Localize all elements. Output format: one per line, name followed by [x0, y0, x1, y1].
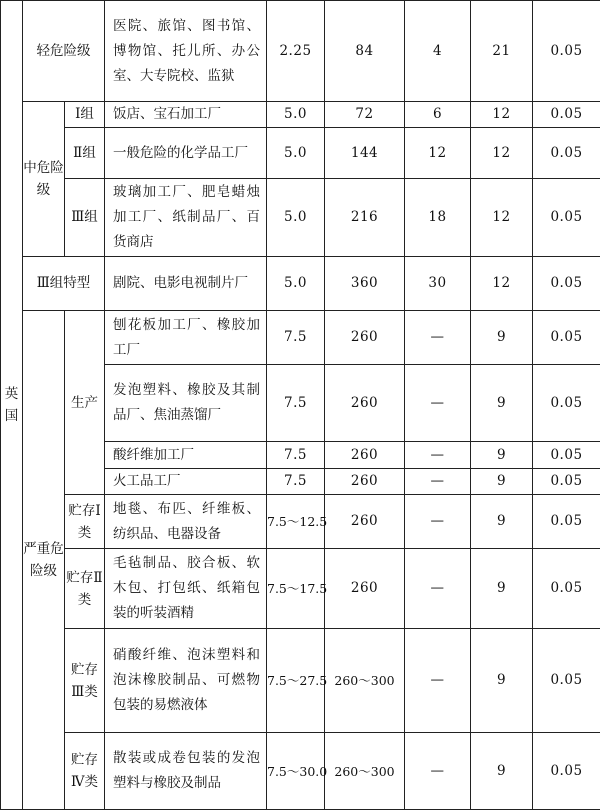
subgroup-g2: Ⅱ组: [65, 128, 105, 179]
table-row: [1, 495, 600, 549]
value-cell: 30: [405, 257, 471, 311]
value-cell: 260: [325, 549, 405, 629]
dash-cell: —: [405, 549, 471, 629]
value-cell: 9: [471, 442, 533, 469]
value-cell: 9: [471, 495, 533, 549]
subgroup-storage4: [65, 733, 105, 810]
value-cell: 0.05: [533, 442, 600, 469]
table-row: [1, 257, 600, 311]
subgroup-g3: Ⅲ组: [65, 179, 105, 257]
value-cell: 7.5: [267, 365, 325, 442]
dash-cell: —: [405, 495, 471, 549]
dash-cell: —: [405, 469, 471, 495]
value-cell: 216: [325, 179, 405, 257]
value-cell: 12: [471, 179, 533, 257]
value-cell: 7.5～12.5: [267, 495, 325, 549]
subgroup-storage3-label: 贮存Ⅲ类: [71, 661, 98, 700]
value-cell: 260: [325, 311, 405, 365]
occupancy-cell: 一般危险的化学品工厂: [105, 128, 267, 179]
group-severe: [23, 311, 65, 810]
table-row: [1, 549, 600, 629]
value-cell: 2.25: [267, 1, 325, 102]
value-cell: 5.0: [267, 128, 325, 179]
dash-cell: —: [405, 629, 471, 733]
value-cell: 0.05: [533, 495, 600, 549]
subgroup-g1: Ⅰ组: [65, 102, 105, 128]
value-cell: 7.5: [267, 442, 325, 469]
value-cell: 0.05: [533, 179, 600, 257]
subgroup-production: [65, 311, 105, 495]
group-medium-special: Ⅲ组特型: [23, 257, 105, 311]
value-cell: 9: [471, 311, 533, 365]
value-cell: 7.5～17.5: [267, 549, 325, 629]
occupancy-cell: 火工品工厂: [105, 469, 267, 495]
value-cell: 144: [325, 128, 405, 179]
value-cell: 7.5～27.5: [267, 629, 325, 733]
value-cell: 9: [471, 469, 533, 495]
occupancy-cell: 玻璃加工厂、肥皂蜡烛加工厂、纸制品厂、百货商店: [105, 179, 267, 257]
value-cell: 360: [325, 257, 405, 311]
table-row: [1, 733, 600, 810]
value-cell: 12: [471, 257, 533, 311]
value-cell: 260～300: [325, 629, 405, 733]
occupancy-cell: 医院、旅馆、图书馆、博物馆、托儿所、办公室、大专院校、监狱: [105, 1, 267, 102]
value-cell: 4: [405, 1, 471, 102]
table-row: [1, 311, 600, 365]
subgroup-production-label: 生产: [71, 394, 98, 411]
value-cell: 84: [325, 1, 405, 102]
value-cell: 5.0: [267, 257, 325, 311]
country-cell: [1, 1, 23, 810]
subgroup-storage3: [65, 629, 105, 733]
occupancy-cell: 发泡塑料、橡胶及其制品厂、焦油蒸馏厂: [105, 365, 267, 442]
value-cell: 9: [471, 629, 533, 733]
value-cell: 12: [471, 102, 533, 128]
value-cell: 0.05: [533, 257, 600, 311]
table-row: [1, 1, 600, 102]
group-severe-label: 严重危险级: [23, 541, 64, 579]
value-cell: 0.05: [533, 549, 600, 629]
table-row: [1, 102, 600, 128]
value-cell: 0.05: [533, 733, 600, 810]
table-row: [1, 179, 600, 257]
subgroup-storage1-label: 贮存Ⅰ类: [68, 502, 101, 541]
occupancy-cell: 酸纤维加工厂: [105, 442, 267, 469]
dash-cell: —: [405, 442, 471, 469]
value-cell: 21: [471, 1, 533, 102]
value-cell: 0.05: [533, 1, 600, 102]
value-cell: 0.05: [533, 128, 600, 179]
occupancy-cell: 毛毡制品、胶合板、软木包、打包纸、纸箱包装的听装酒精: [105, 549, 267, 629]
table-row: [1, 629, 600, 733]
occupancy-cell: 散装或成卷包装的发泡塑料与橡胶及制品: [105, 733, 267, 810]
value-cell: 12: [405, 128, 471, 179]
value-cell: 0.05: [533, 311, 600, 365]
value-cell: 5.0: [267, 102, 325, 128]
value-cell: 0.05: [533, 629, 600, 733]
occupancy-cell: 饭店、宝石加工厂: [105, 102, 267, 128]
group-medium-label: 中危险级: [23, 160, 64, 198]
value-cell: 5.0: [267, 179, 325, 257]
value-cell: 260: [325, 442, 405, 469]
occupancy-cell: 刨花板加工厂、橡胶加工厂: [105, 311, 267, 365]
value-cell: 260: [325, 469, 405, 495]
table-row: [1, 128, 600, 179]
value-cell: 7.5: [267, 469, 325, 495]
group-light: 轻危险级: [23, 1, 105, 102]
value-cell: 7.5: [267, 311, 325, 365]
dash-cell: —: [405, 733, 471, 810]
group-medium: [23, 102, 65, 257]
value-cell: 72: [325, 102, 405, 128]
value-cell: 9: [471, 365, 533, 442]
value-cell: 6: [405, 102, 471, 128]
country-label: 英国: [4, 386, 19, 424]
value-cell: 9: [471, 549, 533, 629]
subgroup-storage2-label: 贮存Ⅱ类: [66, 569, 103, 608]
occupancy-cell: 地毯、布匹、纤维板、纺织品、电器设备: [105, 495, 267, 549]
value-cell: 0.05: [533, 102, 600, 128]
subgroup-storage4-label: 贮存Ⅳ类: [71, 752, 98, 790]
occupancy-cell: 硝酸纤维、泡沫塑料和泡沫橡胶制品、可燃物包装的易燃液体: [105, 629, 267, 733]
value-cell: 260: [325, 365, 405, 442]
value-cell: 9: [471, 733, 533, 810]
value-cell: 7.5～30.0: [267, 733, 325, 810]
value-cell: 18: [405, 179, 471, 257]
subgroup-storage2: [65, 549, 105, 629]
subgroup-storage1: [65, 495, 105, 549]
value-cell: 0.05: [533, 469, 600, 495]
occupancy-cell: 剧院、电影电视制片厂: [105, 257, 267, 311]
value-cell: 12: [471, 128, 533, 179]
value-cell: 260: [325, 495, 405, 549]
dash-cell: —: [405, 311, 471, 365]
value-cell: 0.05: [533, 365, 600, 442]
value-cell: 260～300: [325, 733, 405, 810]
dash-cell: —: [405, 365, 471, 442]
